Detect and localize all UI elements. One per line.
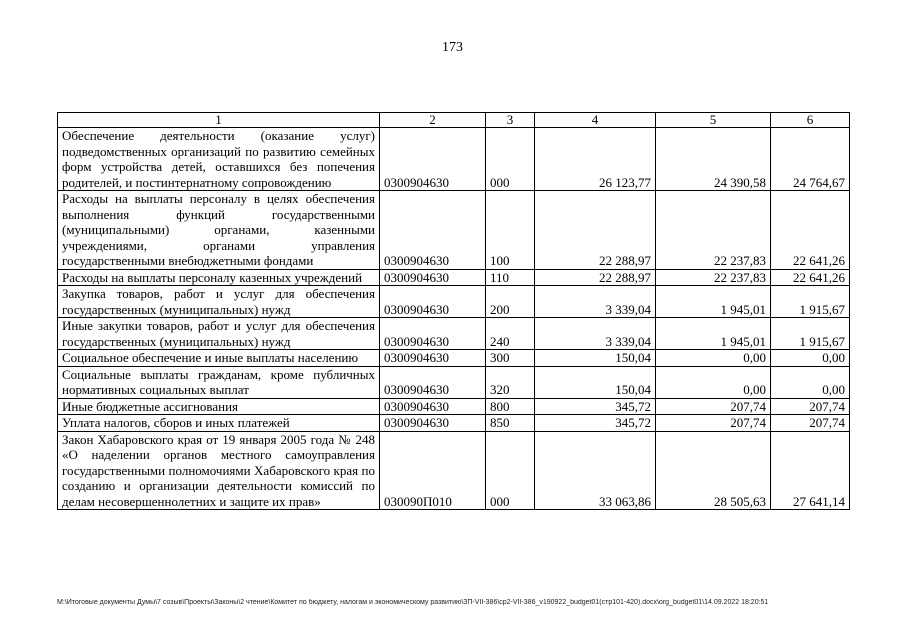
row-target-code: 0300904630 — [380, 269, 486, 286]
page-number: 173 — [442, 40, 463, 55]
row-target-code: 0300904630 — [380, 350, 486, 367]
header-col-4: 4 — [535, 113, 656, 128]
row-amount-col4: 3 339,04 — [535, 318, 656, 350]
table-row — [58, 269, 850, 286]
row-amount-col5: 24 390,58 — [656, 128, 771, 191]
row-amount-col6: 207,74 — [771, 398, 850, 415]
row-name: Закон Хабаровского края от 19 января 2005 года № 248 «О наделении органов местного самоуправления государственными полномочиями Хабаровского края по созданию и организации деятельности комиссий по делам несовершеннолетних и защите их прав» — [58, 431, 380, 510]
row-target-code: 0300904630 — [380, 398, 486, 415]
row-amount-col5: 22 237,83 — [656, 191, 771, 270]
row-name: Иные закупки товаров, работ и услуг для обеспечения государственных (муниципальных) нужд — [58, 318, 380, 350]
header-col-5: 5 — [656, 113, 771, 128]
row-amount-col4: 150,04 — [535, 350, 656, 367]
row-target-code: 0300904630 — [380, 128, 486, 191]
row-amount-col5: 22 237,83 — [656, 269, 771, 286]
header-col-2: 2 — [380, 113, 486, 128]
row-amount-col5: 0,00 — [656, 350, 771, 367]
row-amount-col4: 345,72 — [535, 398, 656, 415]
row-target-code: 0300904630 — [380, 318, 486, 350]
table-row — [58, 318, 850, 350]
row-amount-col4: 345,72 — [535, 415, 656, 432]
row-expense-type: 850 — [486, 415, 535, 432]
row-amount-col5: 207,74 — [656, 398, 771, 415]
row-amount-col4: 150,04 — [535, 366, 656, 398]
row-expense-type: 000 — [486, 431, 535, 510]
row-amount-col4: 22 288,97 — [535, 269, 656, 286]
budget-table — [57, 112, 850, 510]
row-name: Социальные выплаты гражданам, кроме публичных нормативных социальных выплат — [58, 366, 380, 398]
row-amount-col6: 27 641,14 — [771, 431, 850, 510]
row-amount-col4: 26 123,77 — [535, 128, 656, 191]
row-amount-col6: 22 641,26 — [771, 269, 850, 286]
row-amount-col4: 33 063,86 — [535, 431, 656, 510]
row-amount-col6: 24 764,67 — [771, 128, 850, 191]
row-target-code: 0300904630 — [380, 286, 486, 318]
table-row — [58, 128, 850, 191]
row-amount-col5: 1 945,01 — [656, 318, 771, 350]
table-row — [58, 431, 850, 510]
table-row — [58, 350, 850, 367]
row-expense-type: 800 — [486, 398, 535, 415]
header-col-3: 3 — [486, 113, 535, 128]
row-amount-col5: 0,00 — [656, 366, 771, 398]
row-expense-type: 200 — [486, 286, 535, 318]
table-row — [58, 366, 850, 398]
row-amount-col6: 22 641,26 — [771, 191, 850, 270]
row-amount-col6: 1 915,67 — [771, 318, 850, 350]
row-target-code: 0300904630 — [380, 191, 486, 270]
row-expense-type: 100 — [486, 191, 535, 270]
row-expense-type: 300 — [486, 350, 535, 367]
header-col-6: 6 — [771, 113, 850, 128]
row-expense-type: 320 — [486, 366, 535, 398]
row-expense-type: 240 — [486, 318, 535, 350]
row-name: Закупка товаров, работ и услуг для обеспечения государственных (муниципальных) нужд — [58, 286, 380, 318]
row-amount-col5: 28 505,63 — [656, 431, 771, 510]
row-name: Уплата налогов, сборов и иных платежей — [58, 415, 380, 432]
row-amount-col6: 0,00 — [771, 350, 850, 367]
row-expense-type: 110 — [486, 269, 535, 286]
row-amount-col4: 22 288,97 — [535, 191, 656, 270]
row-name: Социальное обеспечение и иные выплаты населению — [58, 350, 380, 367]
row-name: Иные бюджетные ассигнования — [58, 398, 380, 415]
table-row — [58, 286, 850, 318]
row-amount-col4: 3 339,04 — [535, 286, 656, 318]
row-target-code: 030090П010 — [380, 431, 486, 510]
footer-file-path: M:\Итоговые документы Думы\7 созыв\Проекты\Законы\2 чтение\Комитет по бюджету, налогам и экономическому развитию\ЗП-VII-386\ср2-VII-386_v190922_budget01(стр101-420).docx\org_budget01\14.09.2022 18:20:51 — [57, 599, 769, 606]
table-row — [58, 191, 850, 270]
row-name: Обеспечение деятельности (оказание услуг) подведомственных организаций по развитию семейных форм устройства детей, оставшихся без попечения родителей, и постинтернатному сопровождению — [58, 128, 380, 191]
row-name: Расходы на выплаты персоналу в целях обеспечения выполнения функций государственными (муниципальными) органами, казенными учреждениями, органами управления государственными внебюджетными фондами — [58, 191, 380, 270]
row-target-code: 0300904630 — [380, 366, 486, 398]
row-amount-col5: 1 945,01 — [656, 286, 771, 318]
table-header-row — [58, 113, 850, 128]
row-amount-col5: 207,74 — [656, 415, 771, 432]
row-name: Расходы на выплаты персоналу казенных учреждений — [58, 269, 380, 286]
table-row — [58, 398, 850, 415]
row-amount-col6: 0,00 — [771, 366, 850, 398]
row-amount-col6: 1 915,67 — [771, 286, 850, 318]
row-target-code: 0300904630 — [380, 415, 486, 432]
row-expense-type: 000 — [486, 128, 535, 191]
header-col-1: 1 — [58, 113, 380, 128]
row-amount-col6: 207,74 — [771, 415, 850, 432]
table-row — [58, 415, 850, 432]
